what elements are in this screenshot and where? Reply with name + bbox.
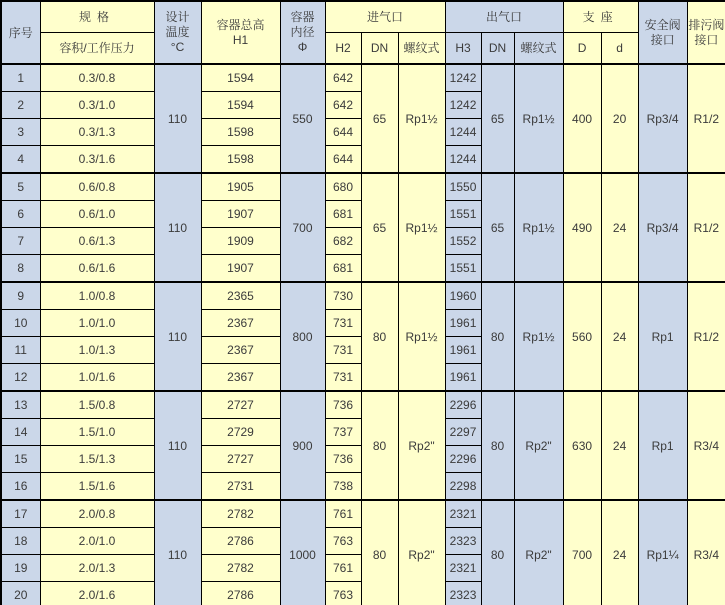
cell-safety-valve: Rp1: [638, 282, 687, 391]
header-safety-valve: [638, 1, 687, 64]
cell-outlet-dn: 80: [481, 391, 514, 500]
cell-serial: 20: [1, 582, 40, 605]
cell-h2: 682: [325, 228, 361, 255]
header-outlet-dn: DN: [481, 33, 514, 65]
header-drain-valve-line1: 排污阀: [688, 17, 725, 32]
cell-h1: 2782: [201, 555, 280, 582]
cell-design-temp: 110: [154, 500, 201, 605]
cell-spec: 1.5/1.0: [40, 419, 154, 446]
cell-h1: 2729: [201, 419, 280, 446]
header-inlet-thread: 螺纹式: [398, 33, 445, 65]
cell-h1: 2786: [201, 582, 280, 605]
header-spec: 规格: [40, 1, 154, 33]
cell-serial: 17: [1, 500, 40, 528]
cell-spec: 1.0/0.8: [40, 282, 154, 310]
cell-h3: 2323: [445, 528, 481, 555]
cell-serial: 15: [1, 446, 40, 473]
cell-inner-diameter: 550: [280, 64, 325, 173]
cell-support-d: 20: [601, 64, 638, 173]
cell-serial: 18: [1, 528, 40, 555]
cell-drain-valve: R3/4: [687, 500, 725, 605]
cell-h1: 2727: [201, 391, 280, 419]
cell-h3: 1244: [445, 119, 481, 146]
cell-inner-diameter: 1000: [280, 500, 325, 605]
header-serial: 序号: [1, 1, 40, 64]
header-support-group: 支座: [563, 1, 638, 33]
header-safety-valve-line2: 接口: [650, 32, 675, 47]
cell-drain-valve: R1/2: [687, 282, 725, 391]
cell-serial: 7: [1, 228, 40, 255]
cell-drain-valve: R3/4: [687, 391, 725, 500]
cell-h3: 1551: [445, 255, 481, 283]
cell-inlet-thread: Rp1½: [398, 64, 445, 173]
cell-h1: 2727: [201, 446, 280, 473]
cell-h1: 1905: [201, 173, 280, 201]
cell-serial: 2: [1, 92, 40, 119]
cell-drain-valve: R1/2: [687, 173, 725, 282]
cell-spec: 1.0/1.0: [40, 310, 154, 337]
cell-h3: 2321: [445, 500, 481, 528]
cell-outlet-thread: Rp1½: [514, 173, 563, 282]
header-design-temp-line2: 温度: [165, 25, 190, 39]
cell-safety-valve: Rp3/4: [638, 64, 687, 173]
header-design-temp-line1: 设计: [165, 10, 190, 24]
cell-h3: 1550: [445, 173, 481, 201]
cell-spec: 2.0/1.0: [40, 528, 154, 555]
cell-spec: 2.0/1.3: [40, 555, 154, 582]
cell-outlet-dn: 65: [481, 173, 514, 282]
cell-h1: 1907: [201, 201, 280, 228]
header-total-height-line2: H1: [232, 32, 249, 47]
cell-inlet-dn: 80: [361, 391, 398, 500]
cell-h1: 2782: [201, 500, 280, 528]
cell-h3: 1242: [445, 92, 481, 119]
cell-spec: 0.6/1.6: [40, 255, 154, 283]
cell-h3: 1960: [445, 282, 481, 310]
cell-h3: 1961: [445, 364, 481, 392]
cell-support-d: 24: [601, 173, 638, 282]
cell-design-temp: 110: [154, 391, 201, 500]
table-row: [1, 173, 725, 201]
cell-safety-valve: Rp1: [638, 391, 687, 500]
cell-support-D: 700: [563, 500, 601, 605]
cell-h1: 2367: [201, 310, 280, 337]
table-row: [1, 64, 725, 92]
cell-h1: 1594: [201, 92, 280, 119]
cell-h3: 2298: [445, 473, 481, 501]
cell-h2: 644: [325, 146, 361, 174]
cell-serial: 13: [1, 391, 40, 419]
cell-h3: 1552: [445, 228, 481, 255]
cell-serial: 9: [1, 282, 40, 310]
header-h3: H3: [445, 33, 481, 65]
cell-h2: 736: [325, 446, 361, 473]
cell-outlet-dn: 80: [481, 282, 514, 391]
cell-h3: 2323: [445, 582, 481, 605]
cell-h3: 2296: [445, 391, 481, 419]
cell-spec: 0.3/1.3: [40, 119, 154, 146]
cell-inner-diameter: 800: [280, 282, 325, 391]
cell-h1: 1598: [201, 119, 280, 146]
cell-serial: 8: [1, 255, 40, 283]
cell-spec: 0.6/1.0: [40, 201, 154, 228]
cell-serial: 19: [1, 555, 40, 582]
cell-safety-valve: Rp1¼: [638, 500, 687, 605]
header-safety-valve-line1: 安全阀: [644, 17, 681, 32]
header-design-temp: [154, 1, 201, 64]
header-inner-diameter-line2: 内径: [290, 25, 315, 39]
header-design-temp-unit: °C: [170, 40, 185, 54]
cell-serial: 1: [1, 64, 40, 92]
cell-spec: 1.5/1.6: [40, 473, 154, 501]
header-inlet-group: 进气口: [325, 1, 445, 33]
cell-spec: 1.0/1.6: [40, 364, 154, 392]
header-inner-diameter: [280, 1, 325, 64]
cell-spec: 1.5/1.3: [40, 446, 154, 473]
cell-serial: 5: [1, 173, 40, 201]
cell-h2: 642: [325, 92, 361, 119]
cell-outlet-thread: Rp1½: [514, 64, 563, 173]
cell-outlet-thread: Rp2": [514, 391, 563, 500]
header-inner-diameter-symbol: Φ: [297, 40, 308, 54]
cell-h3: 1244: [445, 146, 481, 174]
cell-h1: 2786: [201, 528, 280, 555]
table-row: [1, 500, 725, 528]
cell-support-D: 630: [563, 391, 601, 500]
cell-support-d: 24: [601, 391, 638, 500]
table-row: [1, 282, 725, 310]
cell-spec: 0.3/0.8: [40, 64, 154, 92]
cell-inlet-dn: 65: [361, 173, 398, 282]
cell-h2: 731: [325, 337, 361, 364]
cell-serial: 4: [1, 146, 40, 174]
header-support-d: d: [601, 33, 638, 65]
header-outlet-group: 出气口: [445, 1, 563, 33]
cell-h2: 731: [325, 310, 361, 337]
cell-spec: 2.0/0.8: [40, 500, 154, 528]
cell-serial: 6: [1, 201, 40, 228]
cell-spec: 0.3/1.6: [40, 146, 154, 174]
cell-h3: 1242: [445, 64, 481, 92]
cell-h2: 644: [325, 119, 361, 146]
cell-design-temp: 110: [154, 173, 201, 282]
table-row: [1, 391, 725, 419]
cell-outlet-thread: Rp2": [514, 500, 563, 605]
cell-h1: 1909: [201, 228, 280, 255]
cell-h2: 737: [325, 419, 361, 446]
cell-outlet-thread: Rp1½: [514, 282, 563, 391]
cell-h2: 681: [325, 201, 361, 228]
cell-h3: 1961: [445, 310, 481, 337]
cell-support-d: 24: [601, 282, 638, 391]
cell-h3: 2321: [445, 555, 481, 582]
cell-support-D: 490: [563, 173, 601, 282]
cell-serial: 11: [1, 337, 40, 364]
cell-h3: 1961: [445, 337, 481, 364]
cell-serial: 12: [1, 364, 40, 392]
cell-h2: 761: [325, 555, 361, 582]
cell-h3: 2297: [445, 419, 481, 446]
header-support-D: D: [563, 33, 601, 65]
cell-inlet-thread: Rp1½: [398, 282, 445, 391]
header-drain-valve-line2: 接口: [694, 32, 719, 47]
header-total-height: [201, 1, 280, 64]
cell-inlet-dn: 65: [361, 64, 398, 173]
cell-h2: 763: [325, 582, 361, 605]
cell-h2: 738: [325, 473, 361, 501]
cell-design-temp: 110: [154, 64, 201, 173]
cell-inlet-thread: Rp1½: [398, 173, 445, 282]
cell-serial: 14: [1, 419, 40, 446]
header-inlet-dn: DN: [361, 33, 398, 65]
cell-spec: 0.6/0.8: [40, 173, 154, 201]
cell-h1: 2367: [201, 337, 280, 364]
cell-inlet-dn: 80: [361, 282, 398, 391]
cell-inlet-thread: Rp2": [398, 500, 445, 605]
cell-h2: 763: [325, 528, 361, 555]
cell-h3: 1551: [445, 201, 481, 228]
cell-spec: 1.0/1.3: [40, 337, 154, 364]
cell-h3: 2296: [445, 446, 481, 473]
cell-inlet-thread: Rp2": [398, 391, 445, 500]
cell-h2: 761: [325, 500, 361, 528]
cell-support-D: 400: [563, 64, 601, 173]
cell-spec: 0.6/1.3: [40, 228, 154, 255]
cell-h2: 736: [325, 391, 361, 419]
cell-h1: 1907: [201, 255, 280, 283]
cell-h1: 2365: [201, 282, 280, 310]
cell-inner-diameter: 700: [280, 173, 325, 282]
header-inner-diameter-line1: 容器: [290, 10, 315, 24]
cell-support-d: 24: [601, 500, 638, 605]
cell-serial: 16: [1, 473, 40, 501]
cell-serial: 10: [1, 310, 40, 337]
cell-spec: 0.3/1.0: [40, 92, 154, 119]
header-drain-valve: [687, 1, 725, 64]
cell-h1: 1594: [201, 64, 280, 92]
header-spec-sub: 容积/工作压力: [40, 33, 154, 65]
cell-h2: 730: [325, 282, 361, 310]
cell-design-temp: 110: [154, 282, 201, 391]
header-total-height-line1: 容器总高: [216, 17, 265, 32]
cell-inlet-dn: 80: [361, 500, 398, 605]
cell-h2: 642: [325, 64, 361, 92]
cell-inner-diameter: 900: [280, 391, 325, 500]
cell-spec: 1.5/0.8: [40, 391, 154, 419]
cell-h2: 681: [325, 255, 361, 283]
cell-h1: 2367: [201, 364, 280, 392]
cell-outlet-dn: 65: [481, 64, 514, 173]
cell-h2: 680: [325, 173, 361, 201]
cell-h1: 1598: [201, 146, 280, 174]
cell-drain-valve: R1/2: [687, 64, 725, 173]
header-h2: H2: [325, 33, 361, 65]
cell-serial: 3: [1, 119, 40, 146]
header-outlet-thread: 螺纹式: [514, 33, 563, 65]
cell-outlet-dn: 80: [481, 500, 514, 605]
cell-h2: 731: [325, 364, 361, 392]
cell-h1: 2731: [201, 473, 280, 501]
cell-spec: 2.0/1.6: [40, 582, 154, 605]
cell-safety-valve: Rp3/4: [638, 173, 687, 282]
cell-support-D: 560: [563, 282, 601, 391]
